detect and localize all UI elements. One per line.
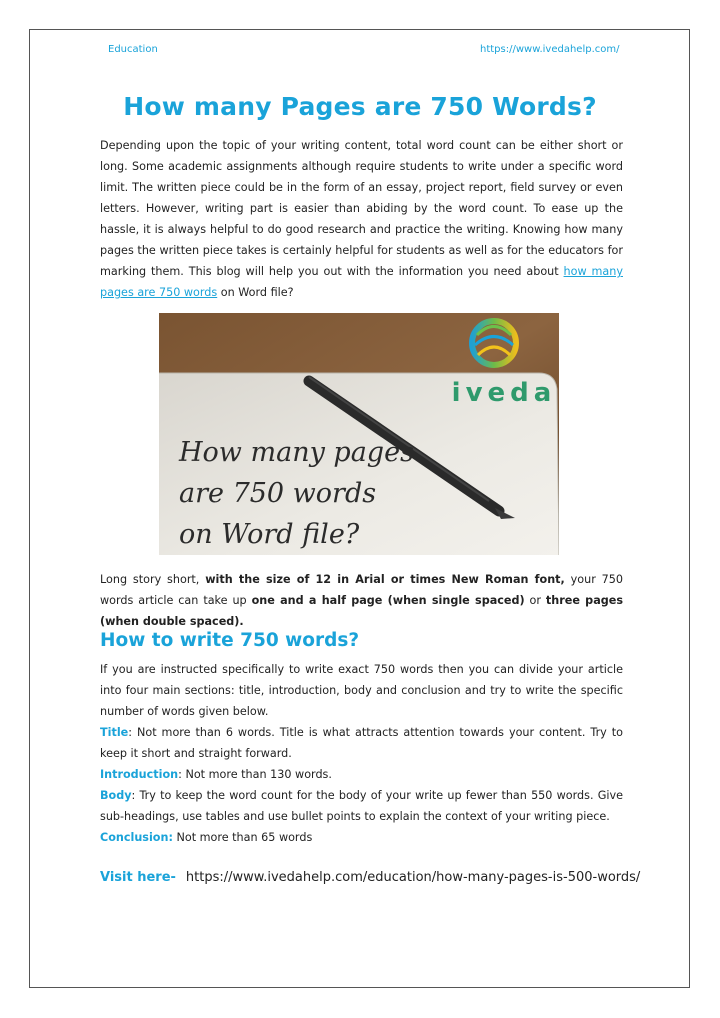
section-heading: How to write 750 words? [100,630,360,651]
list-item-body [100,785,623,827]
item-sep: : [131,789,136,802]
header-category: Education [108,44,158,55]
visit-label: Visit here- [100,870,176,885]
header-site-url[interactable]: https://www.ivedahelp.com/ [480,44,620,55]
summary-text: your 750 words article can take up [100,573,623,607]
item-sep: : [168,831,173,844]
summary-bold-font: with the size of 12 in Arial or times New Roman font, [205,573,565,586]
summary-text: or [524,594,546,607]
item-sep: : [128,726,133,739]
item-text: Not more than 130 words. [181,768,332,781]
page-title: How many Pages are 750 Words? [123,92,597,121]
item-text: Not more than 6 words. Title is what attracts attention towards your content. Try to keep it short and straight forward. [100,726,623,760]
intro-text-end: on Word file? [217,286,294,299]
item-sep: : [178,768,182,781]
visit-url[interactable]: https://www.ivedahelp.com/education/how-many-pages-is-500-words/ [185,870,641,885]
summary-bold-double: three pages (when double spaced). [100,594,623,628]
list-item-title [100,722,623,764]
item-label: Conclusion [100,831,169,844]
list-item-conclusion [100,827,623,848]
intro-text: Depending upon the topic of your writing content, total word count can be either short or long. Some academic assignments although require students to write under a specific word limit. The written piece could be in the form of an essay, project report, field survey or even letters. However, writing part is easier than abiding by the word count. To ease up the hassle, it is always helpful to do good research and practice the writing. Knowing how many pages the written piece takes is certainly helpful for students as well as for the educators for marking them. This blog will help you out with the information you need about [100,139,623,278]
intro-link[interactable]: how many pages are 750 words [100,265,623,299]
intro-paragraph [100,135,623,303]
item-label: Body [100,789,132,802]
visit-line [100,870,640,885]
section-intro: If you are instructed specifically to write exact 750 words then you can divide your article into four main sections: title, introduction, body and conclusion and try to write the specific number of words given below. [100,663,623,718]
item-text: Not more than 65 words [172,831,313,844]
item-label: Introduction [100,768,179,781]
summary-paragraph [100,569,623,632]
item-label: Title [100,726,129,739]
summary-text: Long story short, [100,573,206,586]
list-item-introduction [100,764,623,785]
logo-text: iveda [451,378,557,408]
item-text: Try to keep the word count for the body of your write up fewer than 550 words. Give sub-headings, use tables and use bullet points to explain the context of your writing piece. [100,789,623,823]
summary-bold-single: one and a half page (when single spaced) [251,594,525,607]
image-caption-line-3: on Word file? [179,519,360,550]
image-caption-line-2: are 750 words [179,478,377,509]
image-caption-line-1: How many pages [179,437,414,468]
article-image [159,313,559,555]
